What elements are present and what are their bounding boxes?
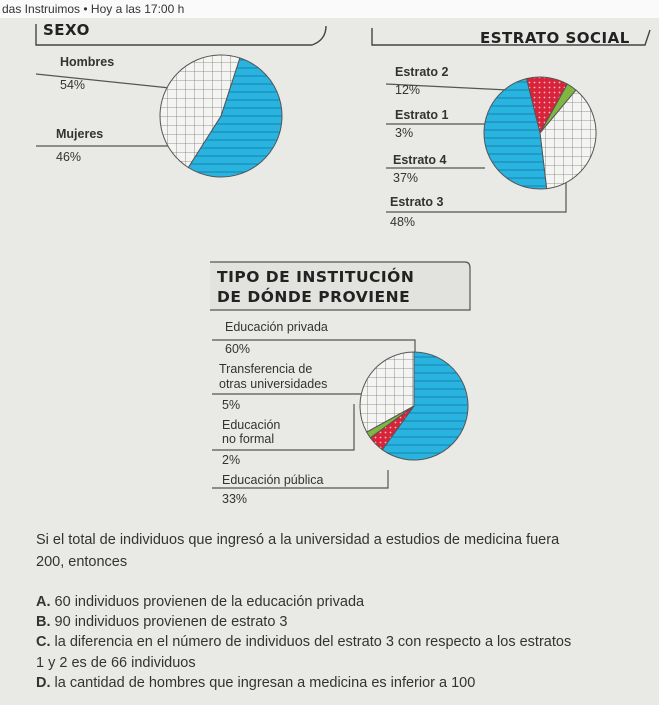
sexo-value-mujeres: 46% [56,150,82,164]
inst-label-privada: Educación privada [225,320,328,334]
option-a-letter: A. [36,594,51,610]
institucion-title-line2: DE DÓNDE PROVIENE [217,288,411,306]
estrato-label-4: Estrato 4 [393,153,447,167]
sexo-pie-chart [158,53,284,179]
inst-value-transferencia: 5% [222,398,241,412]
option-d[interactable] [36,675,475,691]
estrato-value-2: 12% [395,83,421,97]
option-d-text: la cantidad de hombres que ingresan a medicina es inferior a 100 [54,675,476,691]
institucion-pie-chart [358,350,470,462]
option-b-text: 90 individuos provienen de estrato 3 [54,614,288,630]
option-a-text: 60 individuos provienen de la educación privada [54,594,365,610]
option-d-letter: D. [36,675,51,691]
option-c-letter: C. [36,634,51,650]
option-c-text: la diferencia en el número de individuos del estrato 3 con respecto a los estratos [54,634,572,650]
question-stem-line1: Si el total de individuos que ingresó a la universidad a estudios de medicina fuera [36,532,560,548]
option-c-text-line2: 1 y 2 es de 66 individuos [36,655,196,671]
option-b[interactable] [36,614,288,630]
sexo-label-mujeres: Mujeres [56,127,104,141]
estrato-label-2: Estrato 2 [395,65,449,79]
sexo-title: SEXO [43,21,90,39]
option-a[interactable] [36,594,364,610]
inst-value-privada: 60% [225,342,251,356]
inst-label-noformal-1: Educación [222,418,281,432]
estrato-value-1: 3% [395,126,414,140]
estrato-label-3: Estrato 3 [390,195,444,209]
inst-label-publica: Educación pública [222,473,324,487]
option-b-letter: B. [36,614,51,630]
institucion-title-line1: TIPO DE INSTITUCIÓN [217,268,415,286]
estrato-value-4: 37% [393,171,419,185]
sexo-pointer-hombres [36,74,170,88]
estrato-pie-chart [482,75,598,191]
estrato-value-3: 48% [390,215,416,229]
estrato-label-1: Estrato 1 [395,108,449,122]
top-bar-text: das Instruimos • Hoy a las 17:00 h [2,2,185,16]
inst-value-publica: 33% [222,492,248,506]
inst-label-noformal-2: no formal [222,432,275,446]
estrato-title: ESTRATO SOCIAL [480,29,630,47]
inst-label-transferencia-2: otras universidades [219,377,328,391]
option-c[interactable] [36,634,571,650]
inst-label-transferencia-1: Transferencia de [219,362,313,376]
inst-value-noformal: 2% [222,453,241,467]
sexo-value-hombres: 54% [60,78,86,92]
option-c-continued [36,655,196,671]
question-stem-line2: 200, entonces [36,554,128,570]
sexo-label-hombres: Hombres [60,55,115,69]
